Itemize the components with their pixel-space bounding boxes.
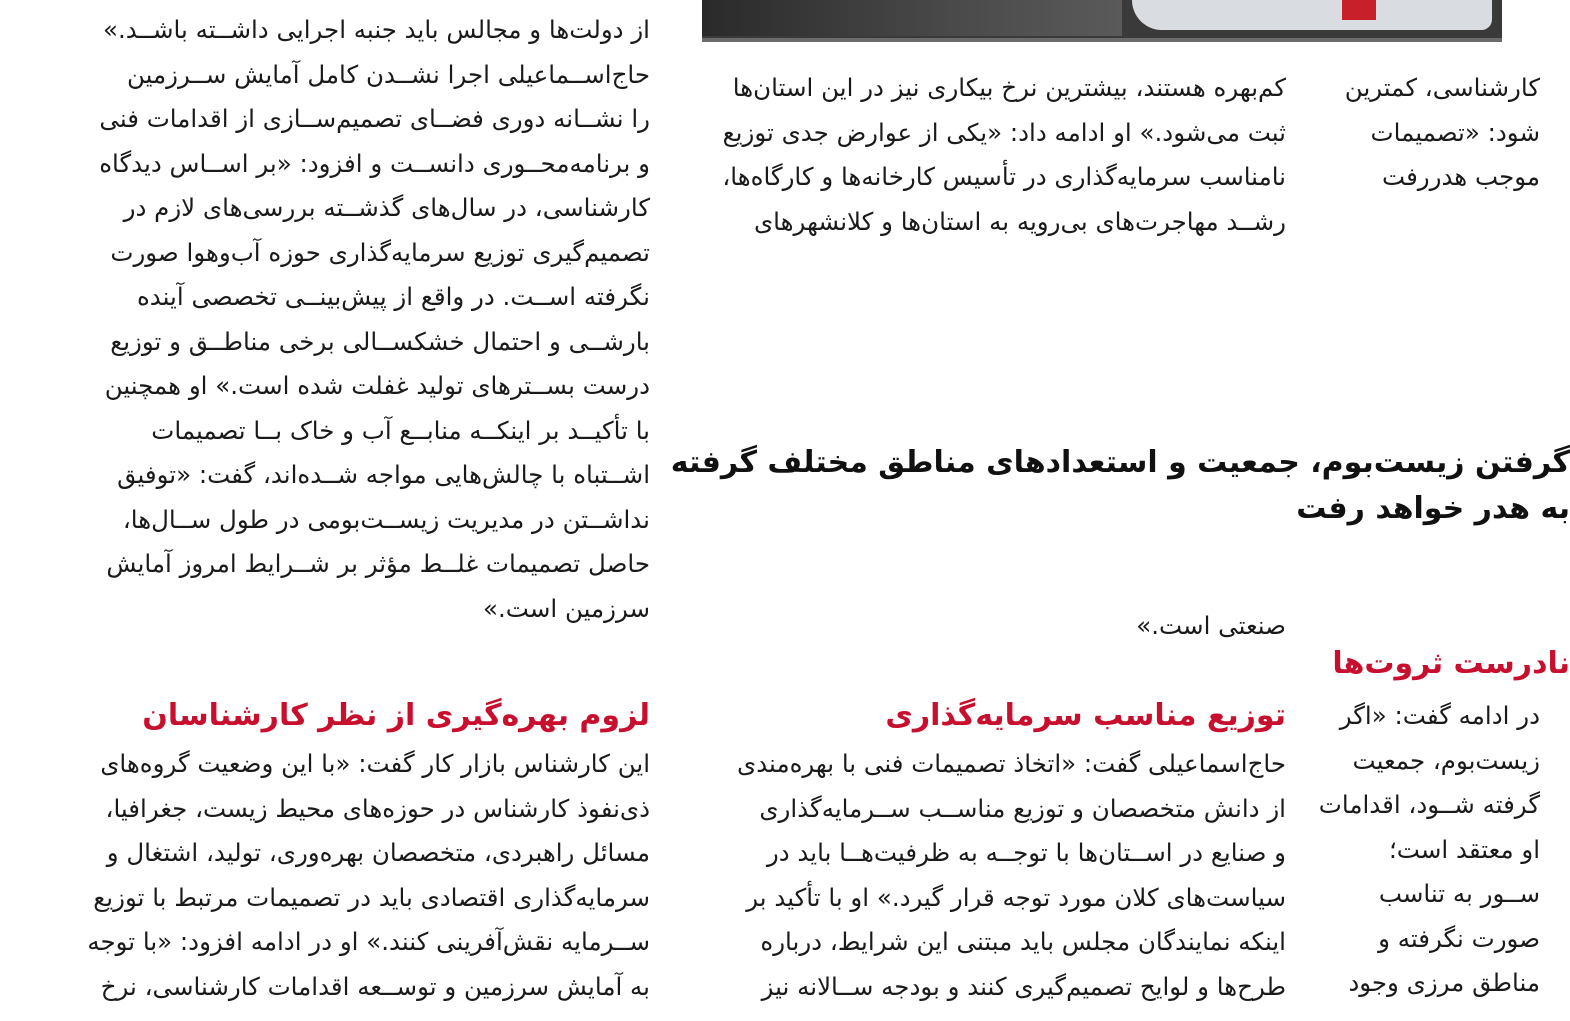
text-line: صورت نگرفته و (1378, 923, 1540, 953)
pull-quote-line: به هدر خواهد رفت (1296, 491, 1570, 526)
text-line: حاج‌اســماعیلی اجرا نشــدن کامل آمایش ســرزمین (126, 59, 650, 89)
text-line: مسائل راهبردی، متخصصان بهره‌وری، تولید، اشتغال و (106, 838, 650, 867)
text-line: و برنامه‌محــوری دانســت و افزود: «بر اســاس دیدگاه (99, 148, 650, 178)
photo-dark-area (702, 0, 1122, 36)
text-line: ســور به تناسب (1378, 879, 1540, 908)
text-line: از دانش متخصصان و توزیع مناســب ســرمایه‌گذاری (759, 793, 1286, 823)
left-column-bottom-section (68, 696, 650, 736)
right-column-bottom-clip (1318, 694, 1540, 1021)
text-line: ذی‌نفوذ کارشناس در حوزه‌های محیط زیست، جغرافیا، (105, 793, 650, 823)
text-line: طرح‌ها و لوایح تصمیم‌گیری کنند و بودجه ســالانه نیز (761, 971, 1286, 1001)
text-line: کم‌بهره هستند، بیشترین نرخ بیکاری نیز در این استان‌ها (732, 73, 1286, 102)
text-line: رشــد مهاجرت‌های بی‌رویه به استان‌ها و کلانشهرهای (753, 206, 1286, 236)
text-line: حاج‌اسماعیلی گفت: «اتخاذ تصمیمات فنی با بهره‌مندی (737, 749, 1286, 778)
middle-column-tail-text (704, 604, 1286, 649)
text-line: نامناسب سرمایه‌گذاری در تأسیس کارخانه‌ها و کارگاه‌ها، (722, 162, 1286, 191)
text-line: زیست‌بوم، جمعیت (1352, 745, 1540, 775)
text-line: ثبت می‌شود.» او ادامه داد: «یکی از عوارض جدی توزیع (722, 117, 1286, 147)
text-line: اینکه نمایندگان مجلس باید مبتنی این شرایط، درباره (760, 927, 1286, 956)
section-headline: لزوم بهره‌گیری از نظر کارشناسان (142, 698, 650, 733)
right-column-top-clip (1340, 66, 1540, 206)
text-line: مناطق مرزی وجود (1348, 968, 1540, 997)
article-photo (702, 0, 1502, 42)
left-column-top-text (68, 8, 650, 631)
text-line: این کارشناس بازار کار گفت: «با این وضعیت گروه‌های (100, 749, 650, 778)
text-line: کارشناسی، در سال‌های گذشــته بررسی‌های لازم در (123, 193, 650, 222)
text-line: تصمیم‌گیری توزیع سرمایه‌گذاری حوزه آب‌وهوا صورت (110, 237, 650, 267)
text-line: به آمایش سرزمین و توســعه اقدامات کارشناسی، نرخ (100, 971, 650, 1001)
text-line: صنعتی است.» (1136, 611, 1286, 640)
text-line: سیاست‌های کلان مورد توجه قرار گیرد.» او با تأکید بر (746, 882, 1286, 912)
text-line: بارشــی و احتمال خشکســالی برخی مناطــق و توزیع (110, 326, 650, 356)
photo-red-detail (1342, 0, 1376, 20)
text-line: سرمایه‌گذاری اقتصادی باید در تصمیمات مرتبط با توزیع (93, 882, 650, 912)
text-line: اشــتباه با چالش‌هایی مواجه شــده‌اند، گفت: «توفیق (117, 460, 650, 489)
text-line: درست بســترهای تولید غفلت شده است.» او همچنین (104, 371, 650, 400)
section-headline: نادرست ثروت‌ها (1332, 646, 1570, 681)
text-line: حاصل تصمیمات غلــط مؤثر بر شــرایط امروز آمایش (106, 549, 650, 578)
middle-column-top-text (704, 66, 1286, 244)
text-line: ســرمایه نقش‌آفرینی کنند.» او در ادامه افزود: «با توجه (87, 927, 650, 956)
middle-column-bottom-section (704, 696, 1286, 736)
text-line: و صنایع در اســتان‌ها با توجــه به ظرفیت‌هــا باید در (766, 838, 1286, 867)
text-line: نداشــتن در مدیریت زیســت‌بومی در طول ســال‌ها، (122, 504, 650, 534)
text-line: گرفته شــود، اقدامات (1318, 790, 1540, 819)
text-line: موجب هدررفت (1382, 162, 1540, 191)
text-line: با تأکیــد بر اینکــه منابــع آب و خاک بــا تصمیمات (151, 415, 650, 445)
section-headline: توزیع مناسب سرمایه‌گذاری (885, 698, 1286, 733)
photo-paper-area (1132, 0, 1492, 30)
text-line: نگرفته اســت. در واقع از پیش‌بینــی تخصصی آینده (136, 282, 650, 311)
left-column-bottom-text (68, 742, 650, 1009)
text-line: او معتقد است؛ (1389, 834, 1540, 864)
middle-column-bottom-text (704, 742, 1286, 1009)
pull-quote (670, 440, 1570, 550)
text-line: را نشــانه دوری فضــای تصمیم‌ســازی از اقدامات فنی (99, 104, 650, 133)
right-column-headline-clip (1332, 644, 1570, 690)
text-line: از دولت‌ها و مجالس باید جنبه اجرایی داشــته باشــد.» (102, 15, 650, 44)
text-line: شود: «تصمیمات (1370, 117, 1540, 147)
text-line: کارشناسی، کمترین (1344, 73, 1540, 102)
text-line: در ادامه گفت: «اگر (1339, 701, 1540, 730)
pull-quote-line: گرفتن زیست‌بوم، جمعیت و استعدادهای مناطق مختلف گرفته (670, 445, 1570, 480)
text-line: سرزمین است.» (482, 593, 650, 623)
